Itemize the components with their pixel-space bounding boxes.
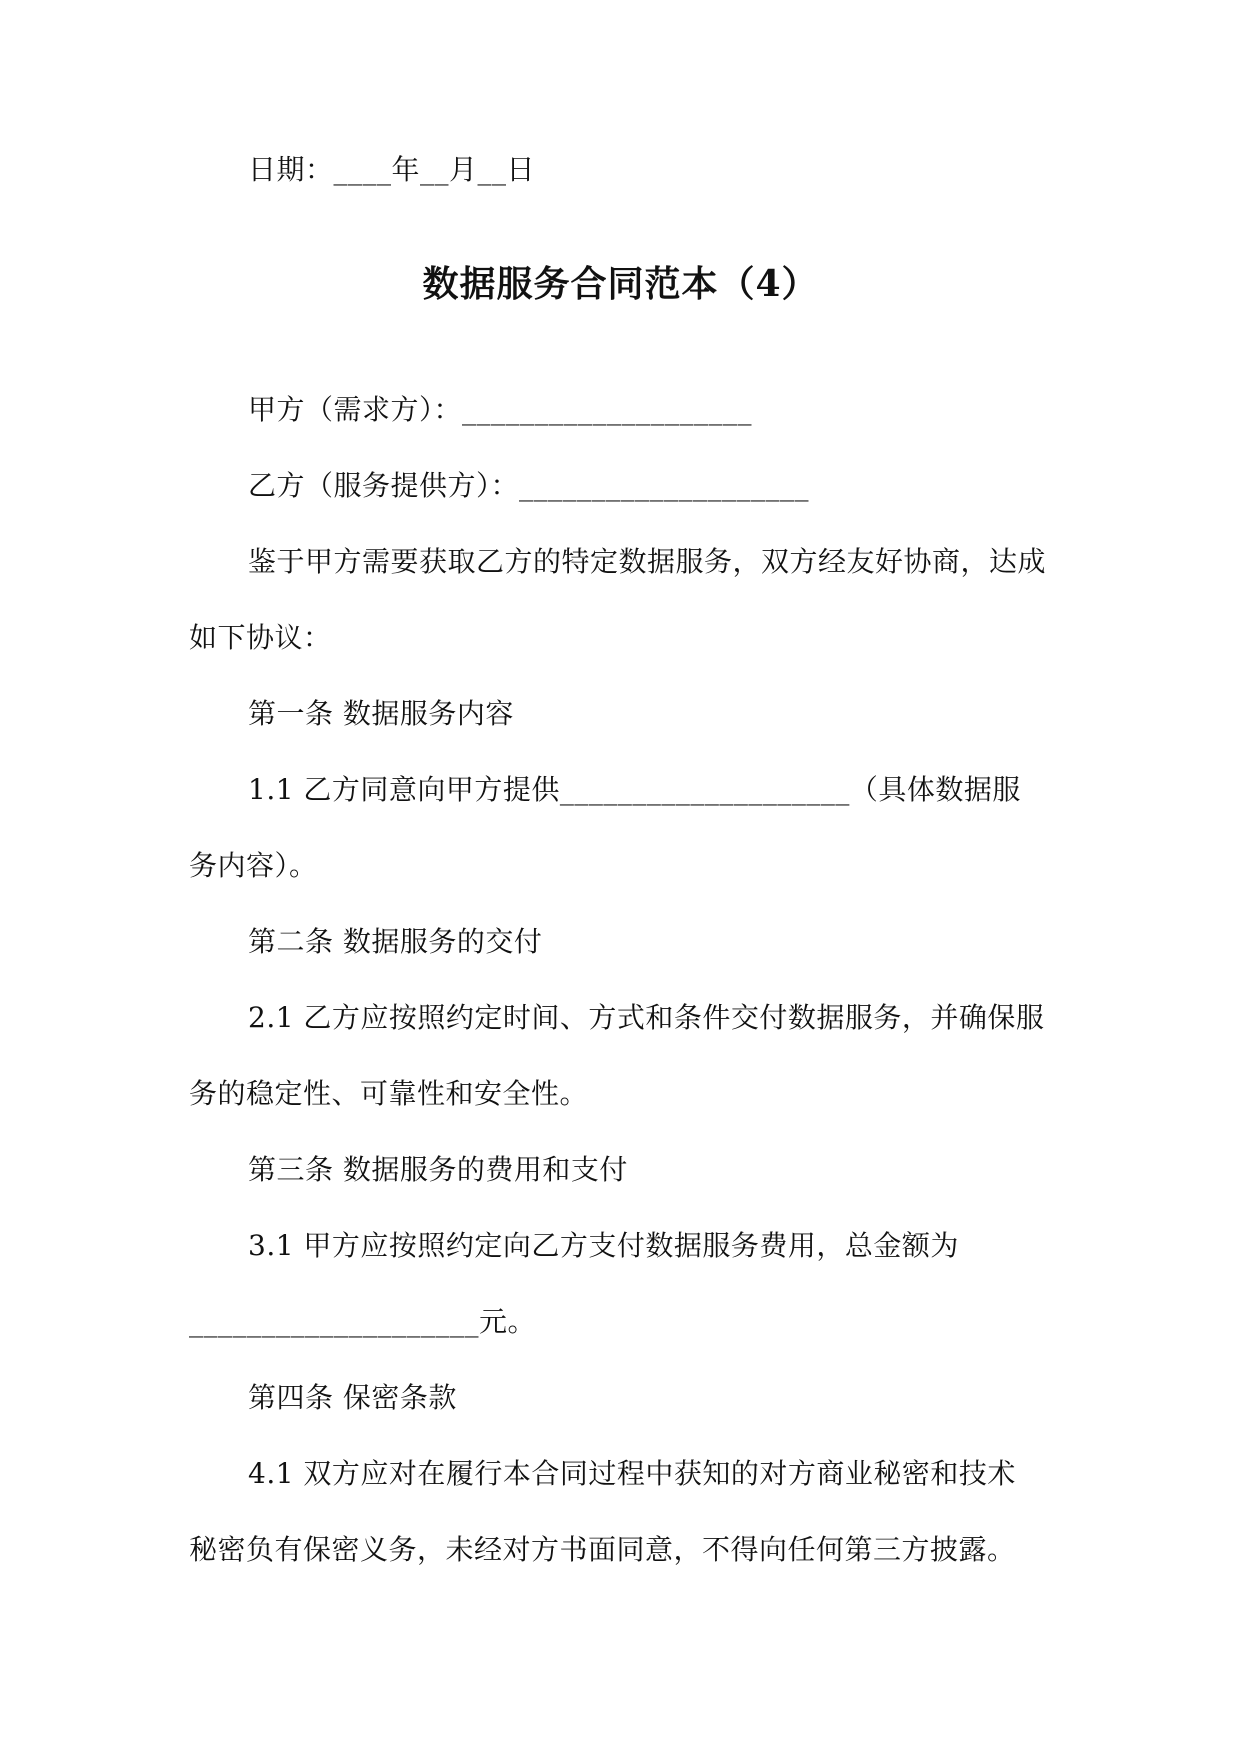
party-b-line: 乙方（服务提供方）：____________________ (248, 469, 810, 502)
date-line: 日期：____年__月__日 (248, 153, 536, 186)
clause-2-1-line-1: 2.1 乙方应按照约定时间、方式和条件交付数据服务，并确保服 (248, 1001, 1045, 1034)
clause-4-1-line-1: 4.1 双方应对在履行本合同过程中获知的对方商业秘密和技术 (248, 1457, 1016, 1490)
clause-1-1-line-1: 1.1 乙方同意向甲方提供____________________（具体数据服 (248, 773, 1021, 806)
clause-3-1-line-1: 3.1 甲方应按照约定向乙方支付数据服务费用，总金额为 (248, 1229, 959, 1262)
clause-2-1-line-2: 务的稳定性、可靠性和安全性。 (189, 1077, 589, 1110)
clause-4-1-line-2: 秘密负有保密义务，未经对方书面同意，不得向任何第三方披露。 (189, 1533, 1016, 1566)
preamble-line-2: 如下协议： (189, 621, 332, 654)
article-4-heading: 第四条 保密条款 (248, 1381, 457, 1414)
article-1-heading: 第一条 数据服务内容 (248, 697, 514, 730)
document-title: 数据服务合同范本（4） (422, 263, 819, 305)
clause-1-1-line-2: 务内容）。 (189, 849, 318, 882)
article-3-heading: 第三条 数据服务的费用和支付 (248, 1153, 628, 1186)
clause-3-1-line-2: ____________________元。 (189, 1305, 537, 1338)
article-2-heading: 第二条 数据服务的交付 (248, 925, 543, 958)
party-a-line: 甲方（需求方）：____________________ (248, 393, 753, 426)
preamble-line-1: 鉴于甲方需要获取乙方的特定数据服务，双方经友好协商，达成 (248, 545, 1047, 578)
